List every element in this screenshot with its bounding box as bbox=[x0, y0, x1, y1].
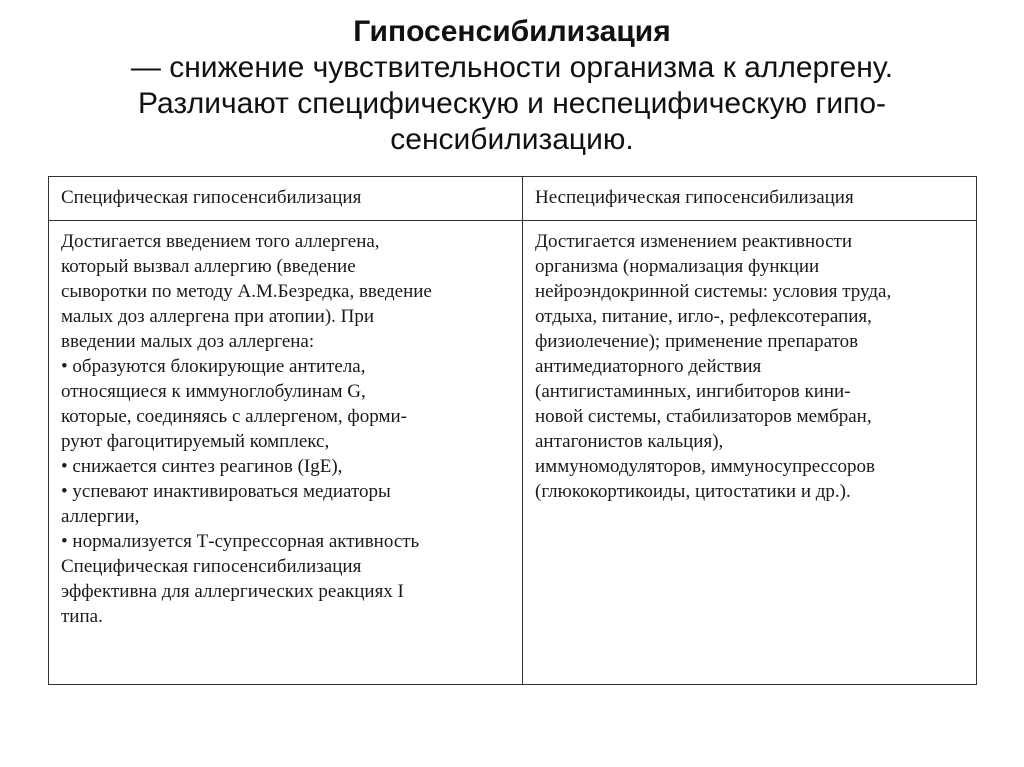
specific-line: Достигается введением того аллергена, bbox=[61, 231, 380, 252]
specific-line: относящиеся к иммуноглобулинам G, bbox=[61, 381, 366, 402]
specific-line: • успевают инактивироваться медиаторы bbox=[61, 481, 391, 502]
slide-title: Гипосенсибилизация bbox=[353, 15, 671, 48]
specific-line: который вызвал аллергию (введение bbox=[61, 256, 356, 277]
nonspecific-line: Достигается изменением реактивности bbox=[535, 231, 853, 252]
nonspecific-line: (глюкокортикоиды, цитостатики и др.). bbox=[535, 481, 851, 502]
specific-line: • образуются блокирующие антитела, bbox=[61, 356, 366, 377]
comparison-table-container bbox=[48, 176, 976, 685]
nonspecific-line: физиолечение); применение препаратов bbox=[535, 331, 859, 352]
nonspecific-line: отдыха, питание, игло-, рефлексотерапия, bbox=[535, 306, 872, 327]
nonspecific-line: нейроэндокринной системы: условия труда, bbox=[535, 281, 892, 302]
subtitle-line-1: — снижение чувствительности организма к аллергену. bbox=[130, 51, 894, 84]
specific-line: типа. bbox=[61, 606, 103, 627]
nonspecific-line: новой системы, стабилизаторов мембран, bbox=[535, 406, 872, 427]
nonspecific-line: антимедиаторного действия bbox=[535, 356, 762, 377]
subtitle-line-3: сенсибилизацию. bbox=[390, 123, 634, 156]
column-header-nonspecific: Неспецифическая гипосенсибилизация bbox=[523, 177, 977, 221]
specific-line: аллергии, bbox=[61, 506, 140, 527]
nonspecific-line: иммуномодуляторов, иммуносупрессоров bbox=[535, 456, 876, 477]
nonspecific-line: антагонистов кальция), bbox=[535, 431, 724, 452]
slide-header bbox=[20, 14, 1004, 158]
comparison-table bbox=[48, 176, 977, 685]
nonspecific-line: (антигистаминных, ингибиторов кини- bbox=[535, 381, 851, 402]
nonspecific-line: организма (нормализация функции bbox=[535, 256, 820, 277]
specific-line: • нормализуется Т-супрессорная активность bbox=[61, 531, 420, 552]
specific-line: руют фагоцитируемый комплекс, bbox=[61, 431, 330, 452]
specific-line: эффективна для аллергических реакциях I bbox=[61, 581, 404, 602]
column-header-specific: Специфическая гипосенсибилизация bbox=[49, 177, 523, 221]
subtitle-line-2: Различают специфическую и неспецифическую гипо- bbox=[137, 87, 887, 120]
specific-line: которые, соединяясь с аллергеном, форми- bbox=[61, 406, 407, 427]
specific-line: • снижается синтез реагинов (IgE), bbox=[61, 456, 343, 477]
table-header-row bbox=[49, 177, 977, 221]
specific-description-cell bbox=[49, 221, 523, 685]
nonspecific-description-cell bbox=[523, 221, 977, 685]
specific-line: малых доз аллергена при атопии). При bbox=[61, 306, 375, 327]
table-row bbox=[49, 221, 977, 685]
specific-line: Специфическая гипосенсибилизация bbox=[61, 556, 362, 577]
specific-line: введении малых доз аллергена: bbox=[61, 331, 315, 352]
specific-line: сыворотки по методу А.М.Безредка, введение bbox=[61, 281, 432, 302]
